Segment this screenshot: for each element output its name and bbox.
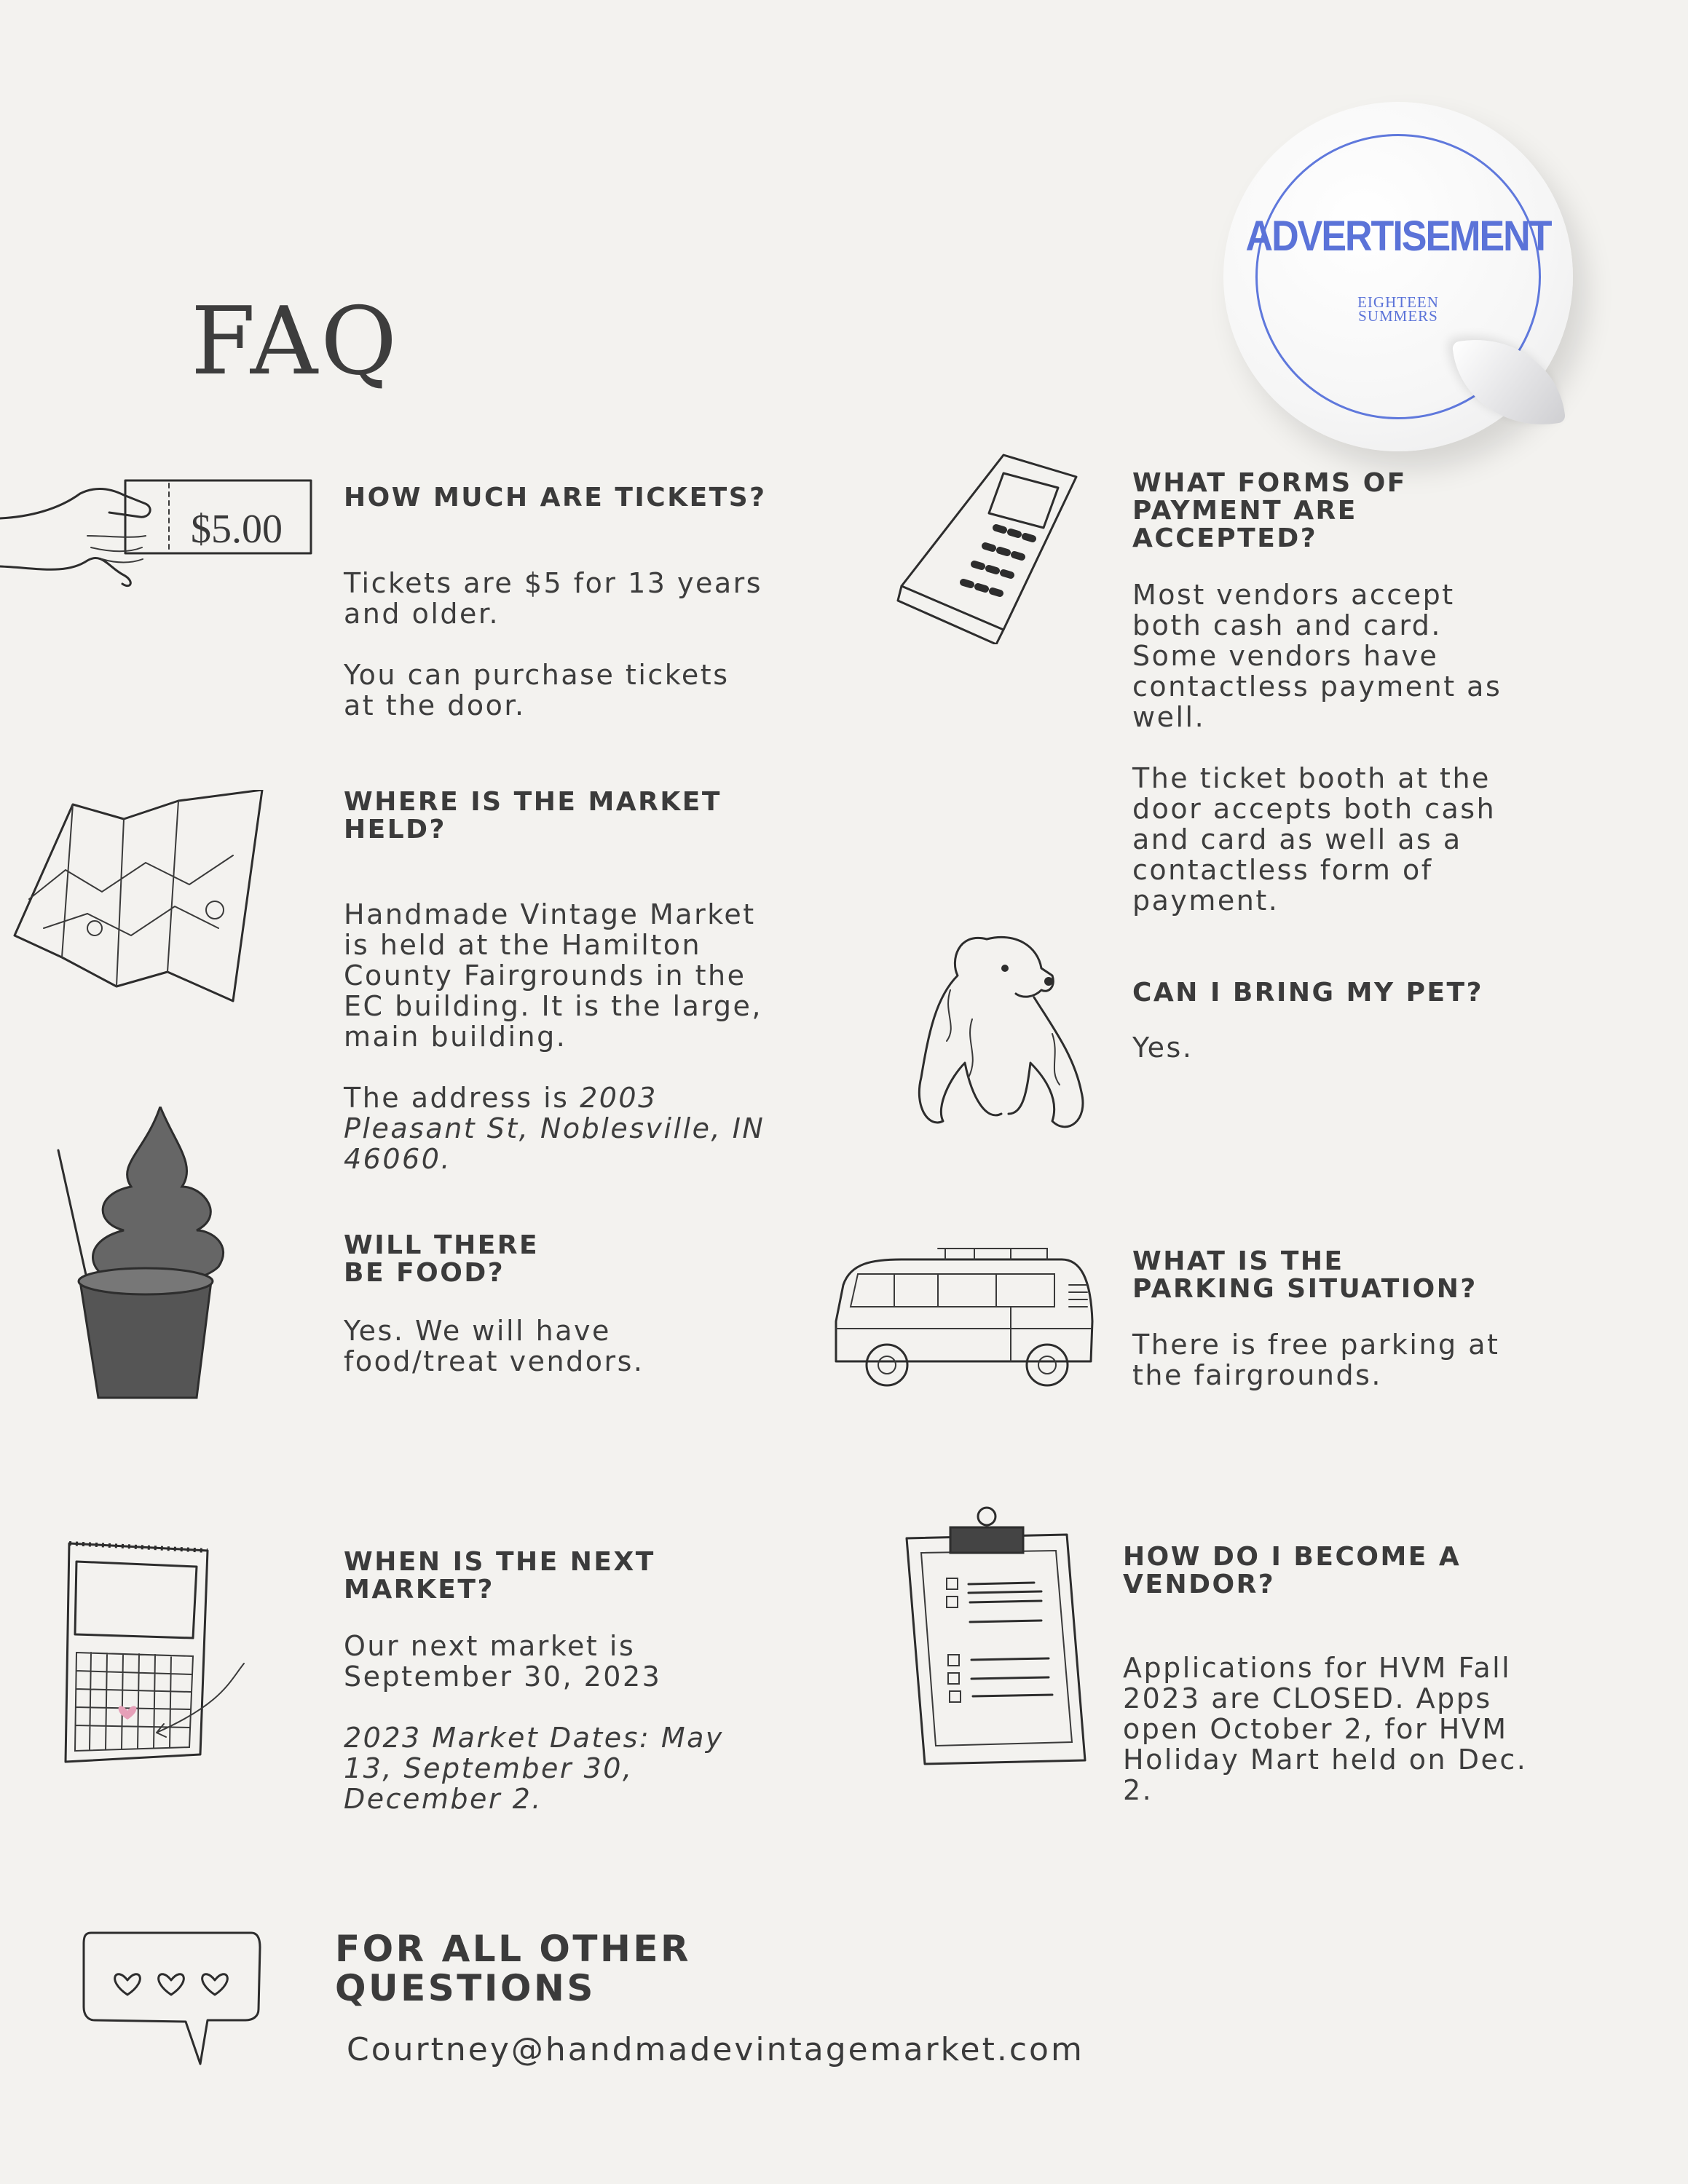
faq-answer: Handmade Vintage Market is held at the Hamilton County Fairgrounds in the EC building. It is the large, main building. xyxy=(344,898,762,1053)
calendar-icon xyxy=(62,1536,251,1769)
folded-map-icon xyxy=(0,790,269,1008)
faq-answer: Applications for HVM Fall 2023 are CLOSED. Apps open October 2, for HVM Holiday Mart held on Dec. 2. xyxy=(1123,1652,1528,1806)
faq-answer: There is free parking at the fairgrounds. xyxy=(1132,1329,1500,1391)
faq-location xyxy=(344,788,722,844)
faq-question: VENDOR? xyxy=(1123,1570,1276,1599)
faq-answer: Yes. xyxy=(1132,1032,1194,1064)
faq-next-market xyxy=(344,1548,655,1604)
contact-heading-line1: FOR ALL OTHER xyxy=(335,1928,692,1970)
faq-question: ACCEPTED? xyxy=(1132,523,1318,553)
faq-answer: Yes. We will have food/treat vendors. xyxy=(344,1315,644,1377)
faq-question: WHAT FORMS OF xyxy=(1132,468,1407,498)
faq-question: WILL THERE xyxy=(344,1230,540,1260)
faq-question: PAYMENT ARE xyxy=(1132,496,1357,526)
faq-parking xyxy=(1132,1248,1478,1303)
faq-answer: Tickets are $5 for 13 years and older. xyxy=(344,567,763,630)
faq-answer xyxy=(344,1083,765,1174)
faq-question: CAN I BRING MY PET? xyxy=(1132,978,1483,1008)
page-title: FAQ xyxy=(191,288,401,396)
faq-question: WHAT IS THE xyxy=(1132,1246,1344,1276)
advertisement-sticker[interactable] xyxy=(1223,102,1573,451)
faq-question: BE FOOD? xyxy=(344,1258,505,1288)
address-prefix: The address is xyxy=(344,1082,580,1114)
sticker-brand-line1: EIGHTEEN xyxy=(1357,293,1439,311)
ticket-price-label: $5.00 xyxy=(191,507,283,552)
sticker-label: ADVERTISEMENT xyxy=(1245,213,1551,261)
faq-question: MARKET? xyxy=(344,1575,494,1605)
card-terminal-icon xyxy=(894,448,1084,644)
faq-answer-italic: 2023 Market Dates: May 13, September 30, December 2. xyxy=(344,1722,724,1815)
vintage-van-icon xyxy=(829,1241,1098,1394)
faq-question: WHERE IS THE MARKET xyxy=(344,787,722,817)
faq-question: HELD? xyxy=(344,815,446,844)
faq-answer: You can purchase tickets at the door. xyxy=(344,659,730,721)
faq-question: HOW DO I BECOME A xyxy=(1123,1542,1462,1572)
faq-vendor xyxy=(1123,1543,1461,1599)
faq-payment xyxy=(1132,470,1407,553)
faq-answer: Our next market is September 30, 2023 xyxy=(344,1630,662,1693)
sticker-brand-line2: SUMMERS xyxy=(1358,307,1438,325)
clipboard-checklist-icon xyxy=(903,1506,1092,1768)
faq-question: WHEN IS THE NEXT xyxy=(344,1547,655,1577)
faq-pets xyxy=(1132,979,1483,1007)
ice-cream-cup-icon xyxy=(51,1107,240,1412)
contact-heading-line2: QUESTIONS xyxy=(335,1967,596,2009)
contact-email-link[interactable]: Courtney@handmadevintagemarket.com xyxy=(347,2031,1084,2068)
faq-food xyxy=(344,1232,539,1287)
contact-heading xyxy=(335,1929,691,2008)
faq-question: HOW MUCH ARE TICKETS? xyxy=(344,483,767,513)
faq-question: PARKING SITUATION? xyxy=(1132,1274,1478,1304)
address-text: 2003 Pleasant St, Noblesville, IN 46060. xyxy=(344,1082,765,1175)
speech-bubble-hearts-icon xyxy=(76,1926,266,2071)
faq-answer: The ticket booth at the door accepts both cash and card as well as a contactless form of payment. xyxy=(1132,762,1496,917)
faq-tickets xyxy=(344,484,795,512)
faq-answer: Most vendors accept both cash and card. Some vendors have contactless payment as well. xyxy=(1132,579,1502,733)
sticker-brand-logo xyxy=(1223,293,1573,325)
spaniel-dog-icon xyxy=(907,932,1096,1143)
